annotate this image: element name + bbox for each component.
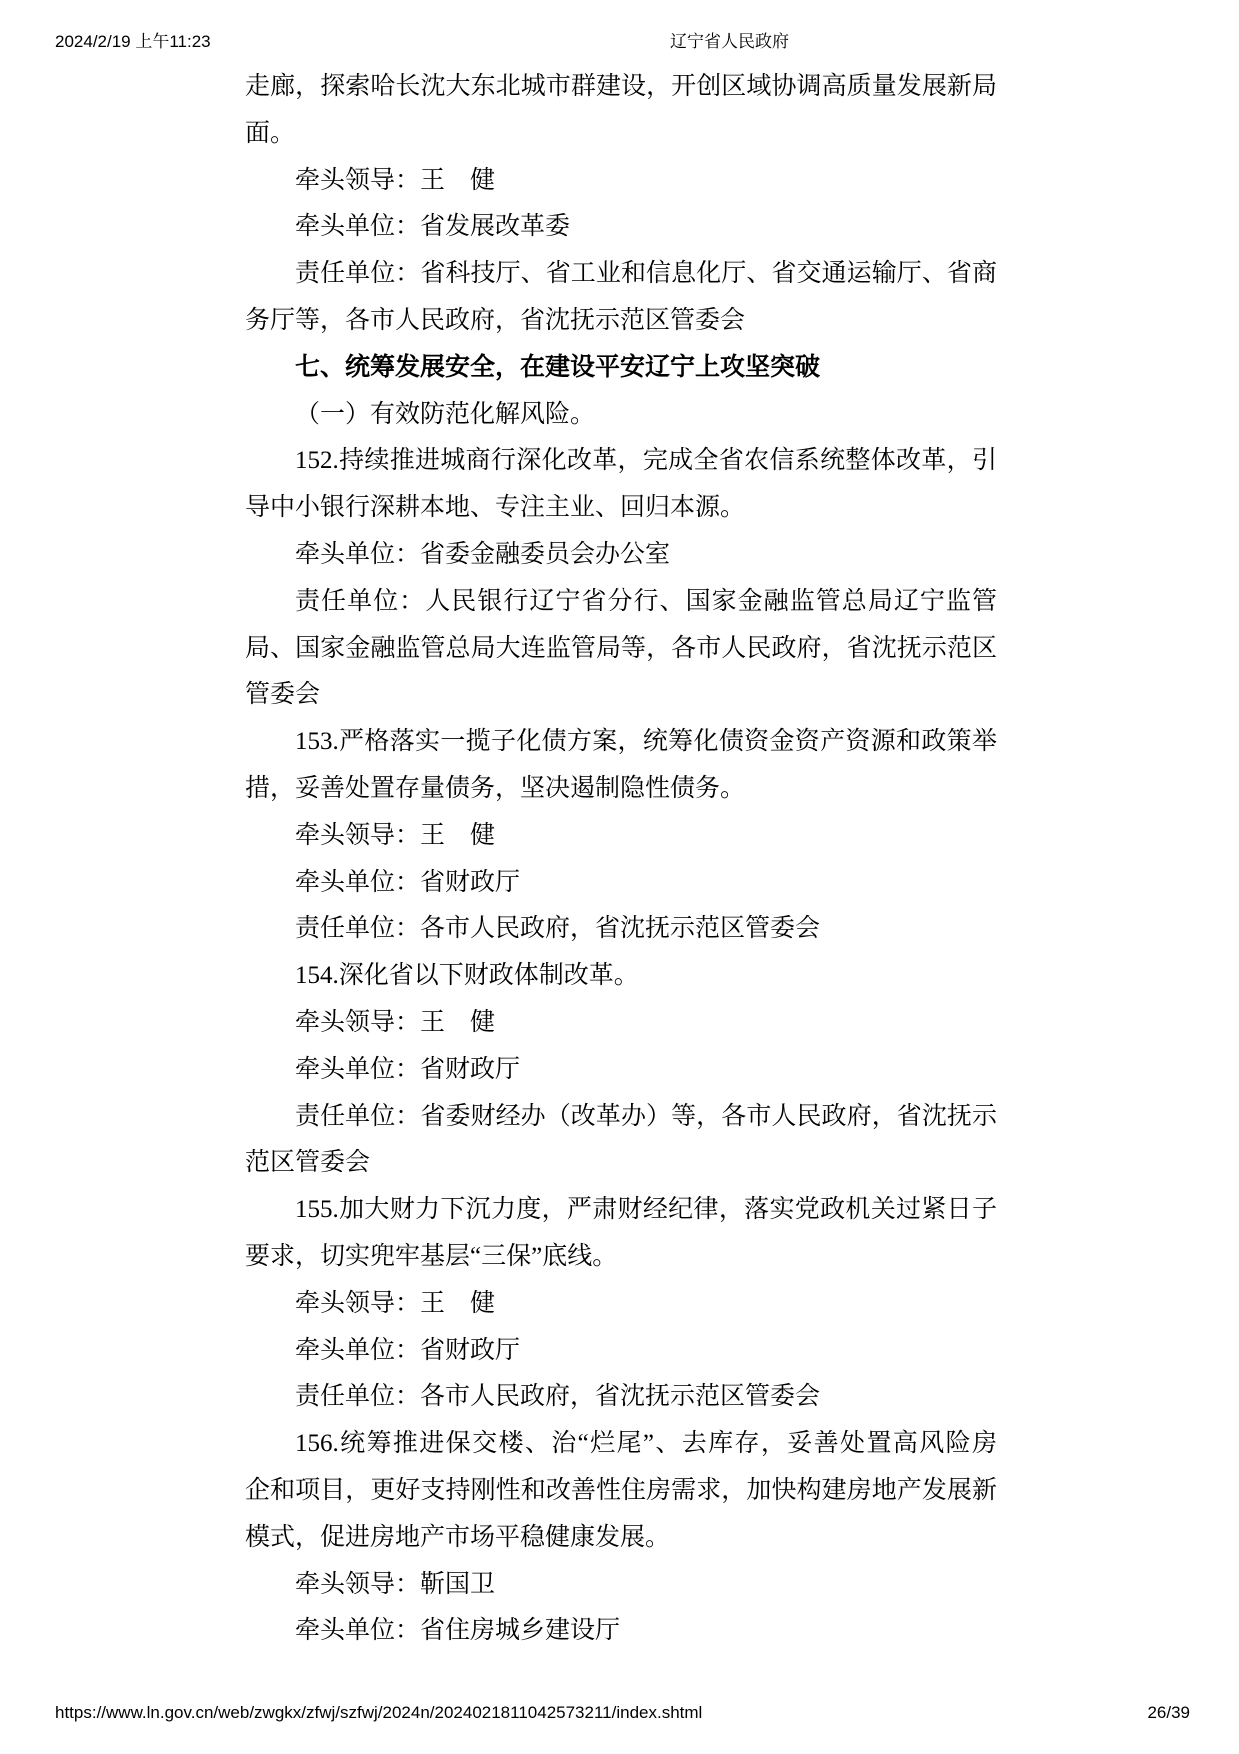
document-line: 牵头领导：王 健 [295,1289,496,1317]
document-line: 156.统筹推进保交楼、治“烂尾”、去库存，妥善处置高风险房 [295,1430,997,1458]
document-line: 牵头单位：省财政厅 [295,1055,521,1083]
document-line: 面。 [245,119,296,147]
print-footer-page-indicator: 26/39 [1147,1703,1190,1722]
document-line: 155.加大财力下沉力度，严肃财经纪律，落实党政机关过紧日子 [295,1196,997,1224]
document-line: 153.严格落实一揽子化债方案，统筹化债资金资产资源和政策举 [295,728,997,756]
document-line: 牵头领导：王 健 [295,1008,496,1036]
print-header-site-title: 辽宁省人民政府 [670,32,789,51]
document-line: 七、统筹发展安全，在建设平安辽宁上攻坚突破 [295,353,821,381]
document-line: 局、国家金融监管总局大连监管局等，各市人民政府，省沈抚示范区 [245,634,997,662]
document-line: 牵头领导：靳国卫 [295,1570,496,1598]
document-line: 牵头单位：省财政厅 [295,868,521,896]
document-line: 152.持续推进城商行深化改革，完成全省农信系统整体改革，引 [295,447,997,475]
document-line: （一）有效防范化解风险。 [295,400,596,428]
document-line: 牵头领导：王 健 [295,821,496,849]
document-line: 责任单位：各市人民政府，省沈抚示范区管委会 [295,915,821,943]
document-line: 牵头单位：省发展改革委 [295,213,571,241]
document-line: 管委会 [245,681,321,709]
document-line: 154.深化省以下财政体制改革。 [295,962,639,990]
document-line: 范区管委会 [245,1149,371,1177]
print-header-datetime: 2024/2/19 上午11:23 [55,32,211,51]
document-body [245,64,997,1655]
document-line: 走廊，探索哈长沈大东北城市群建设，开创区域协调高质量发展新局 [245,73,997,100]
document-line: 措，妥善处置存量债务，坚决遏制隐性债务。 [245,774,746,802]
document-line: 牵头单位：省住房城乡建设厅 [295,1617,621,1645]
document-line: 责任单位：人民银行辽宁省分行、国家金融监管总局辽宁监管 [295,587,997,615]
document-line: 模式，促进房地产市场平稳健康发展。 [245,1523,671,1551]
document-line: 牵头单位：省委金融委员会办公室 [295,540,671,568]
document-line: 导中小银行深耕本地、专注主业、回归本源。 [245,494,746,522]
document-line: 责任单位：各市人民政府，省沈抚示范区管委会 [295,1383,821,1411]
document-line: 责任单位：省委财经办（改革办）等，各市人民政府，省沈抚示 [295,1102,997,1130]
document-line: 牵头领导：王 健 [295,166,496,194]
document-line: 务厅等，各市人民政府，省沈抚示范区管委会 [245,306,746,334]
document-line: 牵头单位：省财政厅 [295,1336,521,1364]
document-line: 企和项目，更好支持刚性和改善性住房需求，加快构建房地产发展新 [245,1476,997,1504]
document-line: 责任单位：省科技厅、省工业和信息化厅、省交通运输厅、省商 [295,260,997,288]
document-line: 要求，切实兜牢基层“三保”底线。 [245,1242,618,1270]
print-footer-url: https://www.ln.gov.cn/web/zwgkx/zfwj/szfwj/2024n/2024021811042573211/index.shtml [55,1703,703,1722]
